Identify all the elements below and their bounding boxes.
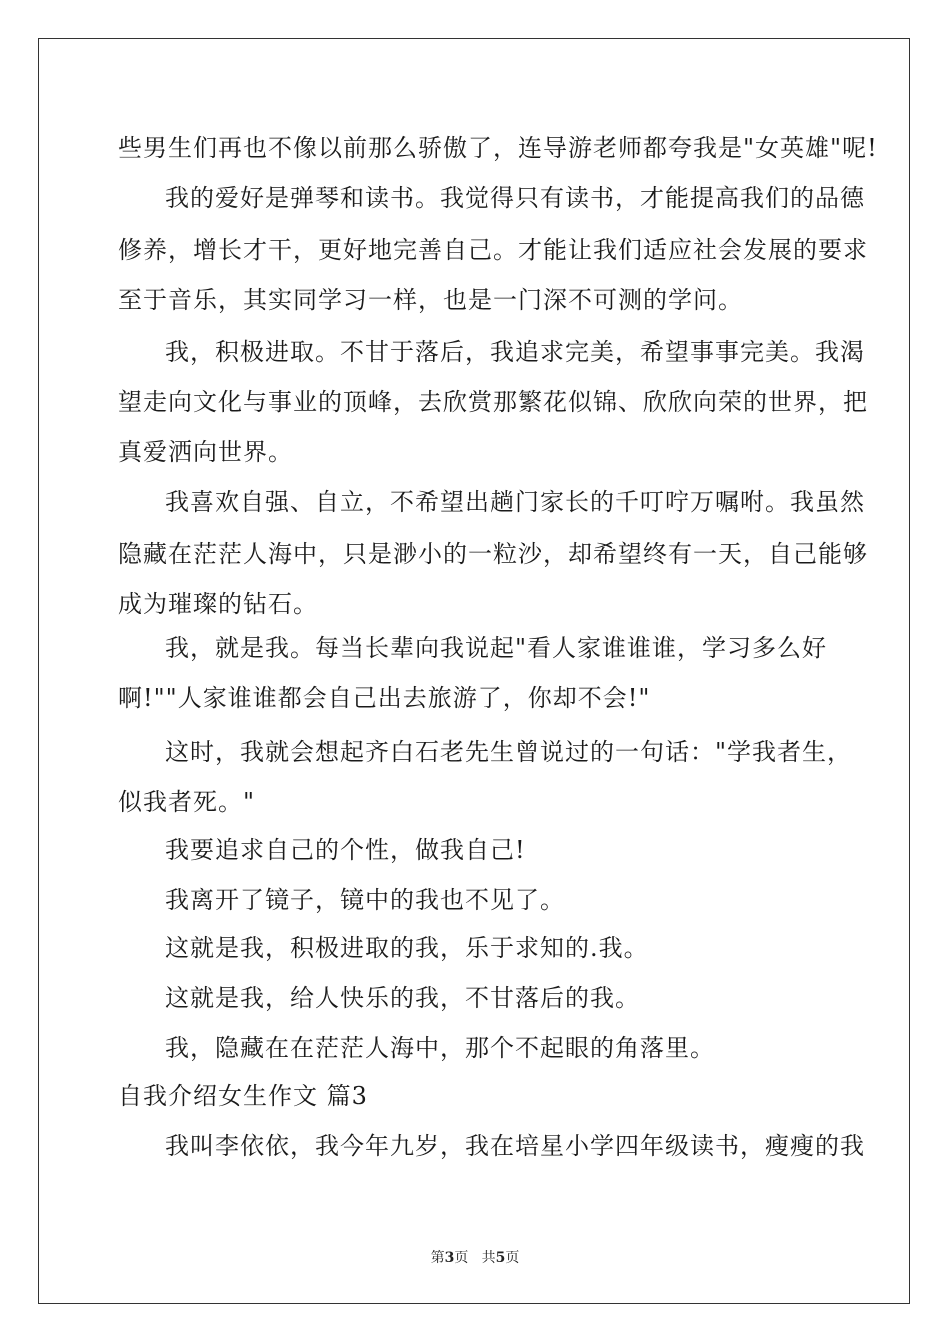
text-line: 我叫李依依，我今年九岁，我在培星小学四年级读书，瘦瘦的我 xyxy=(165,1132,865,1160)
total-label-prefix: 共 xyxy=(481,1250,496,1266)
page-footer xyxy=(0,1249,950,1267)
total-pages: 5 xyxy=(495,1250,506,1266)
page-border xyxy=(38,38,910,1304)
total-label-suffix: 页 xyxy=(505,1250,520,1266)
text-line: 这就是我，积极进取的我，乐于求知的.我。 xyxy=(165,934,649,962)
text-line: 这就是我，给人快乐的我，不甘落后的我。 xyxy=(165,984,640,1012)
text-line: 些男生们再也不像以前那么骄傲了，连导游老师都夸我是"女英雄"呢! xyxy=(118,134,878,162)
text-line: 似我者死。" xyxy=(118,788,256,816)
text-line: 我要追求自己的个性，做我自己! xyxy=(165,836,526,864)
text-line: 真爱洒向世界。 xyxy=(118,438,293,466)
text-line: 成为璀璨的钻石。 xyxy=(118,590,318,618)
text-line: 这时，我就会想起齐白石老先生曾说过的一句话："学我者生， xyxy=(165,738,853,766)
page-label-suffix: 页 xyxy=(454,1250,469,1266)
section-heading: 自我介绍女生作文 篇3 xyxy=(118,1082,368,1110)
text-line: 我，就是我。每当长辈向我说起"看人家谁谁谁，学习多么好 xyxy=(165,634,828,662)
text-line: 望走向文化与事业的顶峰，去欣赏那繁花似锦、欣欣向荣的世界，把 xyxy=(118,388,868,416)
text-line: 我的爱好是弹琴和读书。我觉得只有读书，才能提高我们的品德 xyxy=(165,184,865,212)
page-label-prefix: 第 xyxy=(430,1250,445,1266)
text-line: 修养，增长才干，更好地完善自己。才能让我们适应社会发展的要求 xyxy=(118,236,868,264)
text-line: 我喜欢自强、自立，不希望出趟门家长的千叮咛万嘱咐。我虽然 xyxy=(165,488,865,516)
text-line: 隐藏在茫茫人海中，只是渺小的一粒沙，却希望终有一天，自己能够 xyxy=(118,540,868,568)
text-line: 我，隐藏在在茫茫人海中，那个不起眼的角落里。 xyxy=(165,1034,715,1062)
text-line: 我离开了镜子，镜中的我也不见了。 xyxy=(165,886,565,914)
text-line: 至于音乐，其实同学习一样，也是一门深不可测的学问。 xyxy=(118,286,743,314)
page-number: 3 xyxy=(444,1250,455,1266)
text-line: 啊!""人家谁谁都会自己出去旅游了，你却不会!" xyxy=(118,684,651,712)
text-line: 我，积极进取。不甘于落后，我追求完美，希望事事完美。我渴 xyxy=(165,338,865,366)
